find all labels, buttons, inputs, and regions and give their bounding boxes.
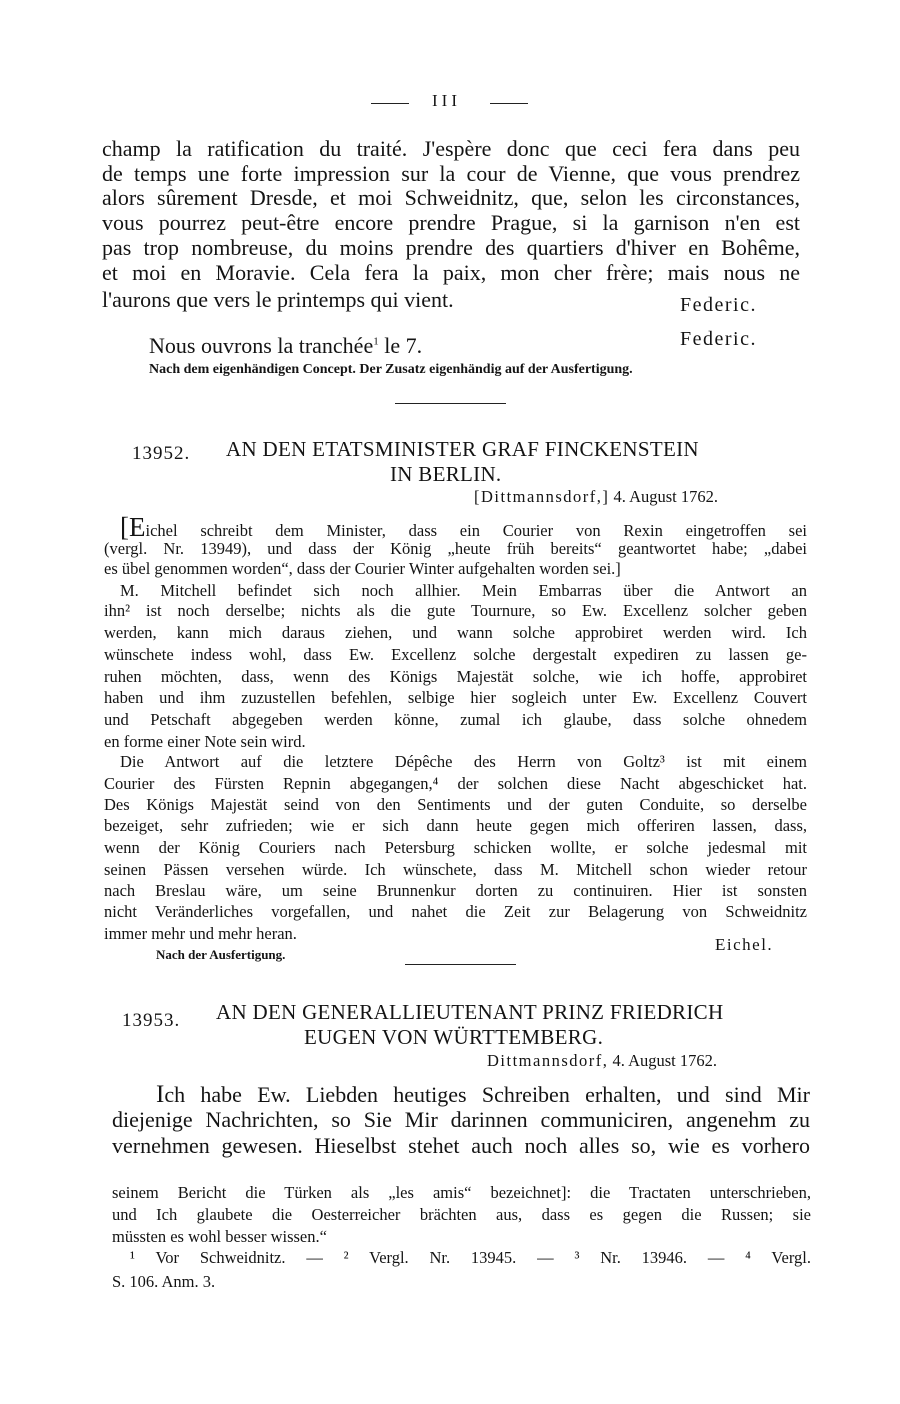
letter-dateline <box>474 487 718 507</box>
letter-title-line-2: IN BERLIN. <box>390 462 502 486</box>
footnote-line: müssten es wohl besser wissen.“ <box>112 1227 327 1246</box>
body-line: immer mehr und mehr heran. <box>104 924 297 943</box>
body-line: Des Königs Majestät seind von den Sentiments und der guten Conduite, so derselbe <box>104 795 807 814</box>
letter-number: 13952. <box>132 443 191 464</box>
body-line: Courier des Fürsten Repnin abgegangen,⁴ der solchen diese Nacht abgeschicket hat. <box>104 774 807 793</box>
footnote-marker: 1 <box>373 335 379 348</box>
body-line: wünschete indess wohl, dass Ew. Excellenz solche dergestalt expediren zu lassen ge- <box>104 645 807 664</box>
header-rule-left <box>371 103 409 104</box>
letter-title: AN DEN GENERALLIEUTENANT PRINZ FRIEDRICH <box>216 1000 724 1024</box>
postscript-text: Nous ouvrons la tranchée <box>149 333 374 358</box>
body-line: Die Antwort auf die letztere Dépêche des Herrn von Goltz³ ist mit einem <box>120 752 807 771</box>
footnote-line: seinem Bericht die Türken als „les amis“ bezeichnet]: die Tractaten unterschrieben, <box>112 1183 811 1202</box>
date: 4. August 1762. <box>612 1051 718 1070</box>
section-divider <box>395 403 506 404</box>
text-line: et moi en Moravie. Cela fera la paix, mon cher frère; mais nous ne <box>102 260 800 285</box>
body-line: haben und ihm zuzustellen befehlen, selbige hier sogleich unter Ew. Excellenz Couvert <box>104 688 807 707</box>
signature: Federic. <box>680 294 757 316</box>
date: 4. August 1762. <box>613 487 718 506</box>
source-note: Nach dem eigenhändigen Concept. Der Zusatz eigenhändig auf der Ausfertigung. <box>149 362 633 377</box>
footnote-line: und Ich glaubete die Oesterreicher brächten aus, dass es gegen die Russen; sie <box>112 1205 811 1224</box>
letter-number: 13953. <box>122 1010 181 1031</box>
postscript-signature: Federic. <box>680 328 757 350</box>
text-line: vous pourrez peut-être encore prendre Prague, si la garnison n'en est <box>102 210 800 235</box>
initial-letter: I <box>156 1081 165 1108</box>
body-line: seinen Pässen versehen würde. Ich wünschete, dass M. Mitchell schon wieder retour <box>104 860 807 879</box>
body-line: M. Mitchell befindet sich noch allhier. Mein Embarras über die Antwort an <box>120 581 807 600</box>
body-line: vernehmen gewesen. Hieselbst stehet auch noch alles so, wie es vorhero <box>112 1133 810 1158</box>
footnote-references: ¹ Vor Schweidnitz. — ² Vergl. Nr. 13945. — ³ Nr. 13946. — ⁴ Vergl. <box>130 1248 811 1267</box>
summary-line: (vergl. Nr. 13949), und dass der König „heute früh bereits“ geantwortet habe; „dabei <box>104 539 807 558</box>
postscript <box>149 333 422 359</box>
page-number: III <box>432 91 461 110</box>
signature: Eichel. <box>715 935 774 954</box>
body-line: und Petschaft abgegeben werden könne, zumal ich glaube, dass solche ohnedem <box>104 710 807 729</box>
body-text: ch habe Ew. Liebden heutiges Schreiben erhalten, und sind Mir <box>164 1082 810 1107</box>
body-line: diejenige Nachrichten, so Sie Mir darinnen communiciren, angenehm zu <box>112 1107 810 1132</box>
body-line: werden, kann mich daraus ziehen, und wann solche approbiret werden wird. Ich <box>104 623 807 642</box>
source-note: Nach der Ausfertigung. <box>156 947 286 962</box>
text-line: alors sûrement Dresde, et moi Schweidnitz, que, selon les circonstances, <box>102 185 800 210</box>
place: [Dittmannsdorf,] <box>474 487 610 506</box>
body-line: nicht Veränderliches vorgefallen, und nahet die Zeit zur Belagerung von Schweidnitz <box>104 902 807 921</box>
body-line: wenn der König Couriers nach Petersburg schicken wollte, er solche jedesmal mit <box>104 838 807 857</box>
summary-line: es übel genommen worden“, dass der Courier Winter aufgehalten worden sei.] <box>104 559 621 578</box>
summary-text: ichel schreibt dem Minister, dass ein Courier von Rexin eingetroffen sei <box>145 521 807 540</box>
text-line: champ la ratification du traité. J'espère donc que ceci fera dans peu <box>102 136 800 161</box>
text-line: pas trop nombreuse, du moins prendre des quartiers d'hiver en Bohême, <box>102 235 800 260</box>
place: Dittmannsdorf, <box>487 1051 609 1070</box>
text-line: l'aurons que vers le printemps qui vient. <box>102 287 454 312</box>
body-line: ruhen möchten, dass, wenn des Königs Majestät solche, wie ich hoffe, approbiret <box>104 667 807 686</box>
letter-title-line-2: EUGEN VON WÜRTTEMBERG. <box>304 1025 604 1049</box>
text-line: de temps une forte impression sur la cour de Vienne, que vous prendrez <box>102 161 800 186</box>
summary-initial: [E <box>120 512 146 542</box>
body-line: bezeiget, sehr zufrieden; wie er sich dann heute gegen mich offeriren lassen, dass, <box>104 816 807 835</box>
letter-dateline <box>487 1051 717 1071</box>
body-line: nach Breslau wäre, um seine Brunnenkur dorten zu continuiren. Hier ist sonsten <box>104 881 807 900</box>
letter-title: AN DEN ETATSMINISTER GRAF FINCKENSTEIN <box>226 437 699 461</box>
summary-line <box>120 514 807 541</box>
body-line: ihn² ist noch derselbe; nichts als die gute Tournure, so Ew. Excellenz solcher geben <box>104 601 807 620</box>
header-rule-right <box>490 103 528 104</box>
footnote-references: S. 106. Anm. 3. <box>112 1272 216 1291</box>
body-line: en forme einer Note sein wird. <box>104 732 306 751</box>
postscript-text-end: le 7. <box>378 333 423 358</box>
body-line <box>156 1081 810 1109</box>
section-divider <box>405 964 516 965</box>
